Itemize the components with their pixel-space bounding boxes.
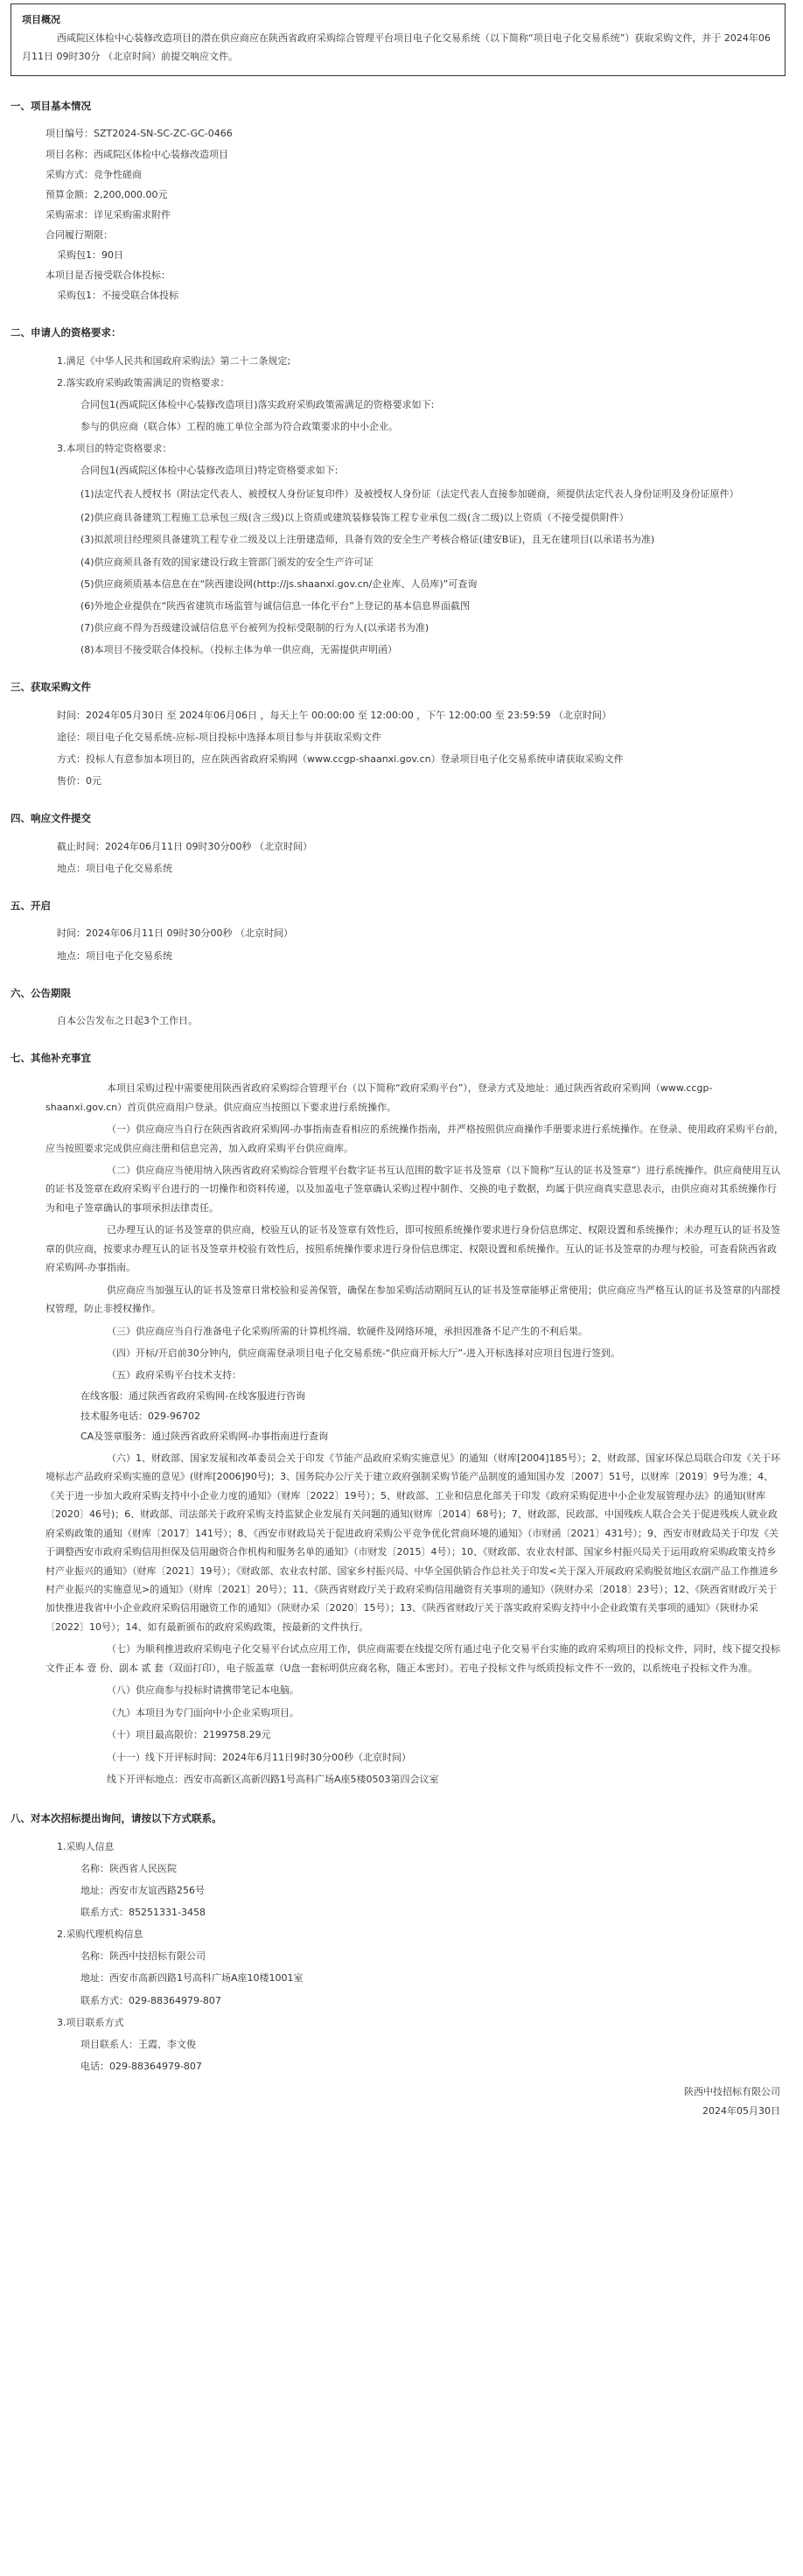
support-online-service: 在线客服：通过陕西省政府采购网-在线客服进行咨询 [80,1390,305,1402]
qualification-item: 1.满足《中华人民共和国政府采购法》第二十二条规定; [57,354,291,367]
other-paragraph: （五）政府采购平台技术支持： [107,1369,241,1382]
other-paragraph: （八）供应商参与投标时请携带笔记本电脑。 [107,1684,299,1697]
consortium-label: 本项目是否接受联合体投标： [45,269,171,281]
other-paragraph: （九）本项目为专门面向中小企业采购项目。 [107,1706,299,1718]
obtain-time: 时间：2024年05月30日 至 2024年06月06日 ，每天上午 00:00:00 至 12:00:00 ，下午 12:00:00 至 23:59:59 （北京时间） [57,709,612,721]
support-phone: 技术服务电话：029-96702 [80,1410,200,1422]
submission-deadline: 截止时间：2024年06月11日 09时30分00秒 （北京时间） [57,840,312,852]
qualification-item: (2)供应商具备建筑工程施工总承包三级(含三级)以上资质或建筑装修装饰工程专业承包二级(含二级)以上资质（不接受提供附件） [80,512,629,524]
other-paragraph: （一）供应商应当自行在陕西省政府采购网-办事指南查看相应的系统操作指南，并严格按照供应商操作手册要求进行系统操作。在登录、使用政府采购平台前，应当按照要求完成供应商注册和信息完善，加入政府采购平台供应商库。 [45,1124,784,1154]
opening-time: 时间：2024年06月11日 09时30分00秒 （北京时间） [57,928,293,940]
signature-date: 2024年05月30日 [702,2104,780,2117]
obtain-price: 售价：0元 [57,774,101,787]
agency-address: 地址：西安市高新四路1号高科广场A座10楼1001室 [80,1972,304,1984]
qualification-item: (3)拟派项目经理须具备建筑工程专业二级及以上注册建造师，具备有效的安全生产考核合格证(建安B证)，且无在建项目(以承诺书为准) [80,534,655,546]
obtain-channel: 途径：项目电子化交易系统-应标-项目投标中选择本项目参与并获取采购文件 [57,731,381,743]
opening-location: 地点：项目电子化交易系统 [57,949,172,962]
overview-text: 西咸院区体检中心装修改造项目的潜在供应商应在陕西省政府采购综合管理平台项目电子化交易系统（以下简称“项目电子化交易系统”）获取采购文件，并于 2024年06月11日 09时30分 （北京时间）前提交响应文件。 [22,32,771,62]
qualification-item: 2.落实政府采购政策需满足的资格要求： [57,376,230,388]
section-other-matters [10,1051,791,1788]
agency-name: 名称：陕西中技招标有限公司 [80,1950,206,1963]
qualification-item: 3.本项目的特定资格要求： [57,442,172,454]
purchaser-phone: 联系方式：85251331-3458 [80,1907,206,1919]
section-basic-info [10,99,791,303]
qualification-item: (7)供应商不得为吾级建设诚信信息平台被列为投标受限制的行为人(以承诺书为准) [80,621,429,634]
section-title: 三、获取采购文件 [10,680,91,693]
notice-period-text: 自本公告发布之日起3个工作日。 [57,1015,198,1027]
max-price: （十）项目最高限价：2199758.29元 [107,1729,271,1741]
section-opening [10,899,791,963]
submission-location: 地点：项目电子化交易系统 [57,862,172,874]
section-qualification [10,326,791,657]
obtain-method: 方式：投标人有意参加本项目的，应在陕西省政府采购网（www.ccgp-shaanxi.gov.cn）登录项目电子化交易系统申请获取采购文件 [57,752,624,765]
other-paragraph: 供应商应当加强互认的证书及签章日常校验和妥善保管，确保在参加采购活动期间互认的证书及签章能够正常使用；供应商应当严格互认的证书及签章的内部授权管理，防止非授权操作。 [45,1284,780,1315]
contact-person: 项目联系人：王霞、李文俊 [80,2038,196,2050]
qualification-item: (8)本项目不接受联合体投标。（投标主体为单一供应商，无需提供声明函） [80,643,398,655]
offline-opening-location: 线下开评标地点：西安市高新区高新四路1号高科广场A座5楼0503第四会议室 [107,1773,439,1785]
section-title: 四、响应文件提交 [10,811,91,824]
project-number: 项目编号：SZT2024-SN-SC-ZC-GC-0466 [45,128,233,140]
qualification-item: (1)法定代表人授权书（附法定代表人、被授权人身份证复印件）及被授权人身份证（法定代表人直接参加磋商，须提供法定代表人身份证明及身份证原件） [80,488,739,500]
section-title: 五、开启 [10,899,51,912]
section-contact [10,1811,791,2073]
qualification-item: (4)供应商须具备有效的国家建设行政主管部门颁发的安全生产许可证 [80,556,374,568]
qualification-item: 合同包1(西咸院区体检中心装修改造项目)特定资格要求如下: [80,464,339,476]
section-obtain-documents [10,680,791,788]
procurement-requirement: 采购需求：详见采购需求附件 [45,208,171,220]
other-paragraph: （二）供应商应当使用纳入陕西省政府采购综合管理平台数字证书互认范围的数字证书及签章（以下简称“互认的证书及签章”）进行系统操作。供应商使用互认的证书及签章在政府采购平台进行的一切操作和资料传递，以及加盖电子签章确认采购过程中制作、交换的电子数据，均属于供应商真实意思表示，由供应商对其系统操作行为和电子签章确认的事项承担法律责任。 [45,1165,781,1214]
procurement-method: 采购方式：竞争性磋商 [45,168,142,180]
other-paragraph: （四）开标/开启前30分钟内，供应商需登录项目电子化交易系统-“供应商开标大厅”-进入开标选择对应项目包进行签到。 [107,1347,621,1359]
purchaser-heading: 1.采购人信息 [57,1841,115,1853]
purchaser-name: 名称：陕西省人民医院 [80,1863,177,1875]
section-notice-period [10,986,791,1029]
consortium-value: 采购包1：不接受联合体投标 [57,289,178,301]
section-title: 七、其他补充事宜 [10,1052,91,1065]
qualification-item: 参与的供应商（联合体）工程的施工单位全部为符合政策要求的中小企业。 [80,420,398,432]
policy-paragraph: （六）1、财政部、国家发展和改革委员会关于印发《节能产品政府采购实施意见》的通知（财库[2004]185号）；2、财政部、国家环保总局联合印发《关于环境标志产品政府采购实施的意见》(财库[2006]90号)；3、国务院办公厅关于建立政府强制采购节能产品制度的通知国办发〔2007〕51号，以财库〔2019〕9号为准；4、《关于进一步加大政府采购支持中小企业力度的通知》（财库〔2022〕19号）；5、财政部、工业和信息化部关于印发《政府采购促进中小企业发展管理办法》的通知(财库〔2020〕46号)；6、财政部、司法部关于政府采购支持监狱企业发展有关问题的通知(财库〔2014〕68号)；7、财政部、民政部、中国残疾人联合会关于促进残疾人就业政府采购政策的通知（财库〔2017〕141号）；8、《西安市财政局关于促进政府采购公平竞争优化营商环境的通知》（市财函〔2021〕431号）；9、西安市财政局关于印发《关于调整西安市政府采购信用担保及信用融资合作机构和服务名单的通知》（市财发〔2015〕4号）；10、《财政部、农业农村部、国家乡村振兴局关于运用政府采购政策支持乡村产业振兴的通知》（财库〔2021〕19号）；《财政部、农业农村部、国家乡村振兴局、中华全国供销合作总社关于印发<关于深入开展政府采购脱贫地区农副产品工作推进乡村产业振兴的实施意见>的通知》（财库〔2021〕20号）；11、《陕西省财政厅关于政府采购信用融资有关事项的通知》（陕财办采〔2018〕23号）；12、《陕西省财政厅关于加快推进我省中小企业政府采购信用融资工作的通知》（陕财办采〔2020〕15号）；13、《陕西省财政厅关于落实政府采购支持中小企业政策有关事项的通知》（陕财办采〔2022〕10号）；14、如有最新颁布的政府采购政策，按最新的文件执行。 [45,1452,781,1633]
signature-block [10,2082,780,2121]
other-paragraph: 已办理互认的证书及签章的供应商，校验互认的证书及签章有效性后，即可按照系统操作要求进行身份信息绑定、权限设置和系统操作；未办理互认的证书及签章的供应商，按要求办理互认的证书及签章并校验有效性后，按照系统操作要求进行身份信息绑定、权限设置和系统操作。互认的证书及签章的办理与校验，可查看陕西省政府采购网-办事指南。 [45,1224,780,1274]
other-paragraph: （三）供应商应当自行准备电子化采购所需的计算机终端、软硬件及网络环境，承担因准备不足产生的不利后果。 [107,1325,588,1337]
qualification-item: (5)供应商须质基本信息在在“陕西建设网(http://js.shaanxi.gov.cn/企业库、人员库)”可查询 [80,578,478,590]
budget-amount: 预算金额：2,200,000.00元 [45,188,168,200]
contact-heading: 3.项目联系方式 [57,2016,124,2028]
project-name: 项目名称：西咸院区体检中心装修改造项目 [45,148,228,160]
purchaser-address: 地址：西安市友谊西路256号 [80,1885,205,1897]
signature-org: 陕西中技招标有限公司 [684,2085,780,2097]
section-title: 八、对本次招标提出询问，请按以下方式联系。 [10,1812,222,1825]
contract-period-label: 合同履行期限： [45,228,113,241]
section-title: 六、公告期限 [10,986,71,999]
agency-heading: 2.采购代理机构信息 [57,1928,143,1941]
other-paragraph: （七）为顺利推进政府采购电子化交易平台试点应用工作，供应商需要在线提交所有通过电子化交易平台实施的政府采购项目的投标文件，同时，线下提交投标文件正本 壹 份、副本 贰 套（双面打印），电子版盖章（U盘一套标明供应商名称，随正本密封）。若电子投标文件与纸质投标文件不一致的，以系统电子投标文件为准。 [45,1643,780,1674]
qualification-item: (6)外地企业提供在“陕西省建筑市场监管与诚信信息一体化平台”上登记的基本信息界面截图 [80,599,470,612]
overview-title: 项目概况 [22,14,60,25]
support-ca: CA及签章服务：通过陕西省政府采购网-办事指南进行查询 [80,1430,329,1442]
project-overview-box [10,4,786,76]
offline-opening-time: （十一）线下开评标时间：2024年6月11日9时30分00秒（北京时间） [107,1751,411,1763]
agency-phone: 联系方式：029-88364979-807 [80,1994,221,2006]
section-title: 二、申请人的资格要求： [10,326,122,339]
other-paragraph: 本项目采购过程中需要使用陕西省政府采购综合管理平台（以下简称“政府采购平台”），登录方式及地址：通过陕西省政府采购网（www.ccgp-shaanxi.gov.cn）首页供应商用户登录。供应商应当按照以下要求进行系统操作。 [45,1082,713,1113]
contact-phone: 电话：029-88364979-807 [80,2060,202,2072]
qualification-item: 合同包1(西咸院区体检中心装修改造项目)落实政府采购政策需满足的资格要求如下: [80,398,435,410]
section-submission [10,811,791,876]
contract-period-value: 采购包1：90日 [57,248,123,261]
section-title: 一、项目基本情况 [10,99,91,112]
